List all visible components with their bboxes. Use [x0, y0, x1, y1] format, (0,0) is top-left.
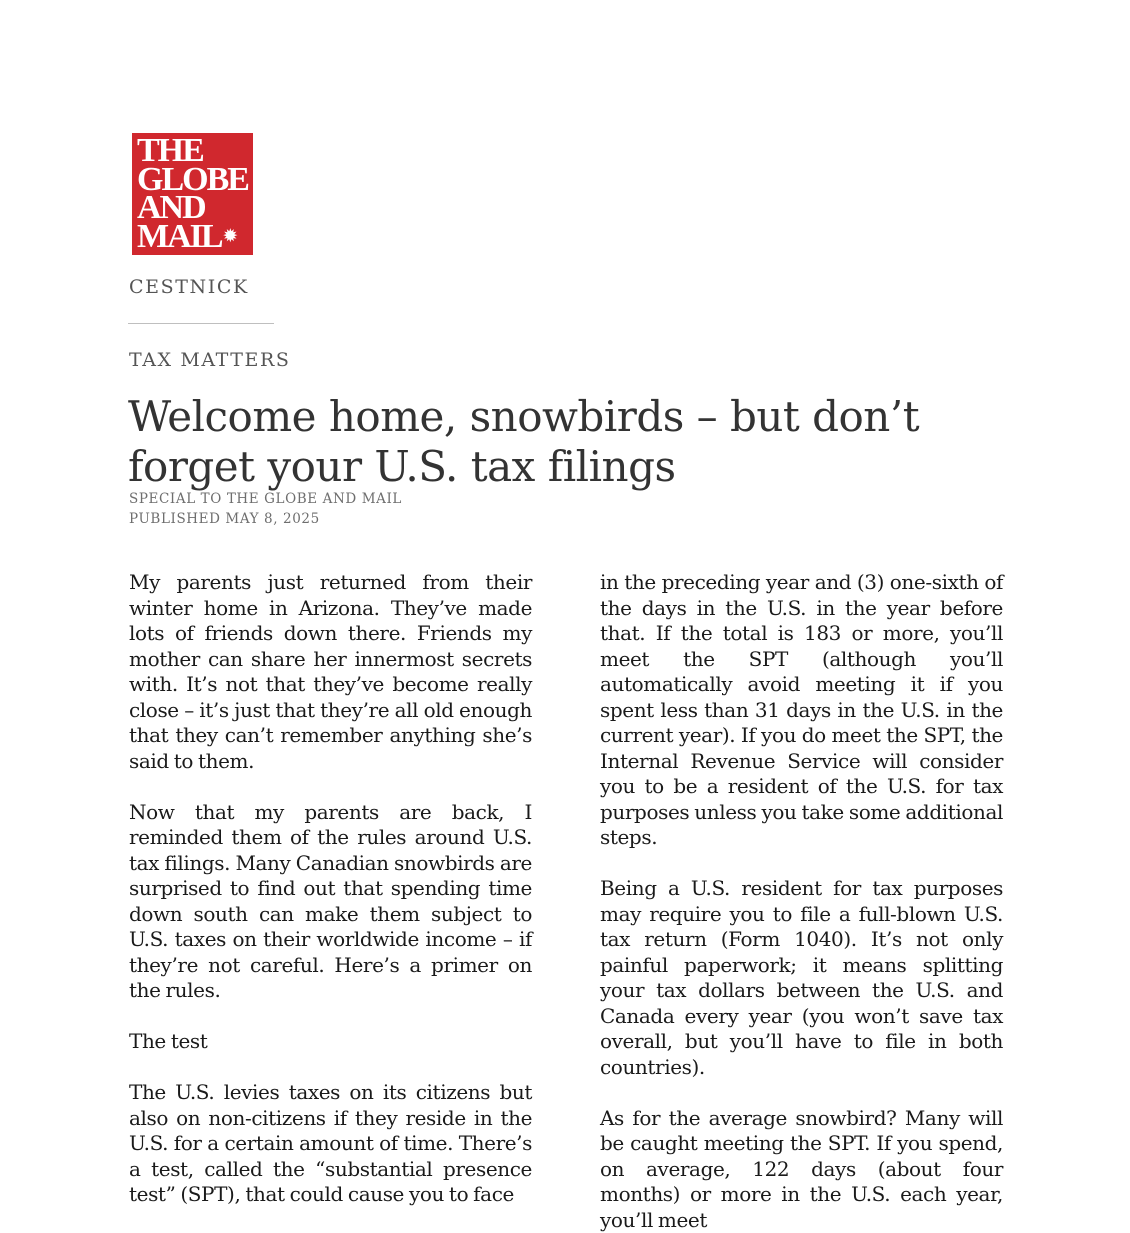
- paragraph: As for the average snowbird? Many will be caught meeting the SPT. If you spend, on average, 122 days (about four months) or more in the U.S. each year, you’ll meet: [600, 1106, 1003, 1233]
- logo-line-3: AND: [137, 194, 253, 223]
- paragraph: in the preceding year and (3) one-sixth of the days in the U.S. in the year before that. If the total is 183 or more, you’ll meet the SPT (although you’ll automatically avoid meeting it if you spent less than 31 days in the U.S. in the current year). If you do meet the SPT, the Internal Revenue Service will consider you to be a resident of the U.S. for tax purposes unless you take some additional steps.: [600, 570, 1003, 851]
- logo-line-1: THE: [137, 137, 253, 166]
- globe-and-mail-logo[interactable]: [132, 133, 253, 255]
- paragraph: Being a U.S. resident for tax purposes may require you to file a full-blown U.S. tax return (Form 1040). It’s not only painful paperwork; it means splitting your tax dollars between the U.S. and Canada every year (you won’t save tax overall, but you’ll have to file in both countries).: [600, 876, 1003, 1080]
- maple-leaf-icon: ✹: [224, 228, 237, 245]
- article-column-right: [600, 570, 1003, 1205]
- article-column-left: [129, 570, 532, 1205]
- logo-line-4: [137, 223, 253, 252]
- author-label[interactable]: CESTNICK: [129, 276, 249, 298]
- logo-line-4-text: MAIL: [137, 218, 222, 255]
- published-date: PUBLISHED MAY 8, 2025: [129, 511, 320, 527]
- paragraph: The U.S. levies taxes on its citizens but also on non-citizens if they reside in the U.S. for a certain amount of time. There’s a test, called the “substantial presence test” (SPT), that could cause you to face: [129, 1080, 532, 1208]
- paragraph: My parents just returned from their winter home in Arizona. They’ve made lots of friends down there. Friends my mother can share her innermost secrets with. It’s not that they’ve become really close – it’s just that they’re all old enough that they can’t remember anything she’s said to them.: [129, 570, 532, 774]
- article-headline: Welcome home, snowbirds – but don’t forget your U.S. tax filings: [128, 392, 1028, 492]
- section-label[interactable]: TAX MATTERS: [129, 349, 291, 371]
- byline: SPECIAL TO THE GLOBE AND MAIL: [129, 491, 402, 507]
- divider: [128, 323, 274, 324]
- paragraph: Now that my parents are back, I reminded them of the rules around U.S. tax filings. Many Canadian snowbirds are surprised to find out that spending time down south can make them subject to U.S. taxes on their worldwide income – if they’re not careful. Here’s a primer on the rules.: [129, 800, 532, 1004]
- logo-line-2: GLOBE: [137, 166, 253, 195]
- subheading: The test: [129, 1029, 532, 1055]
